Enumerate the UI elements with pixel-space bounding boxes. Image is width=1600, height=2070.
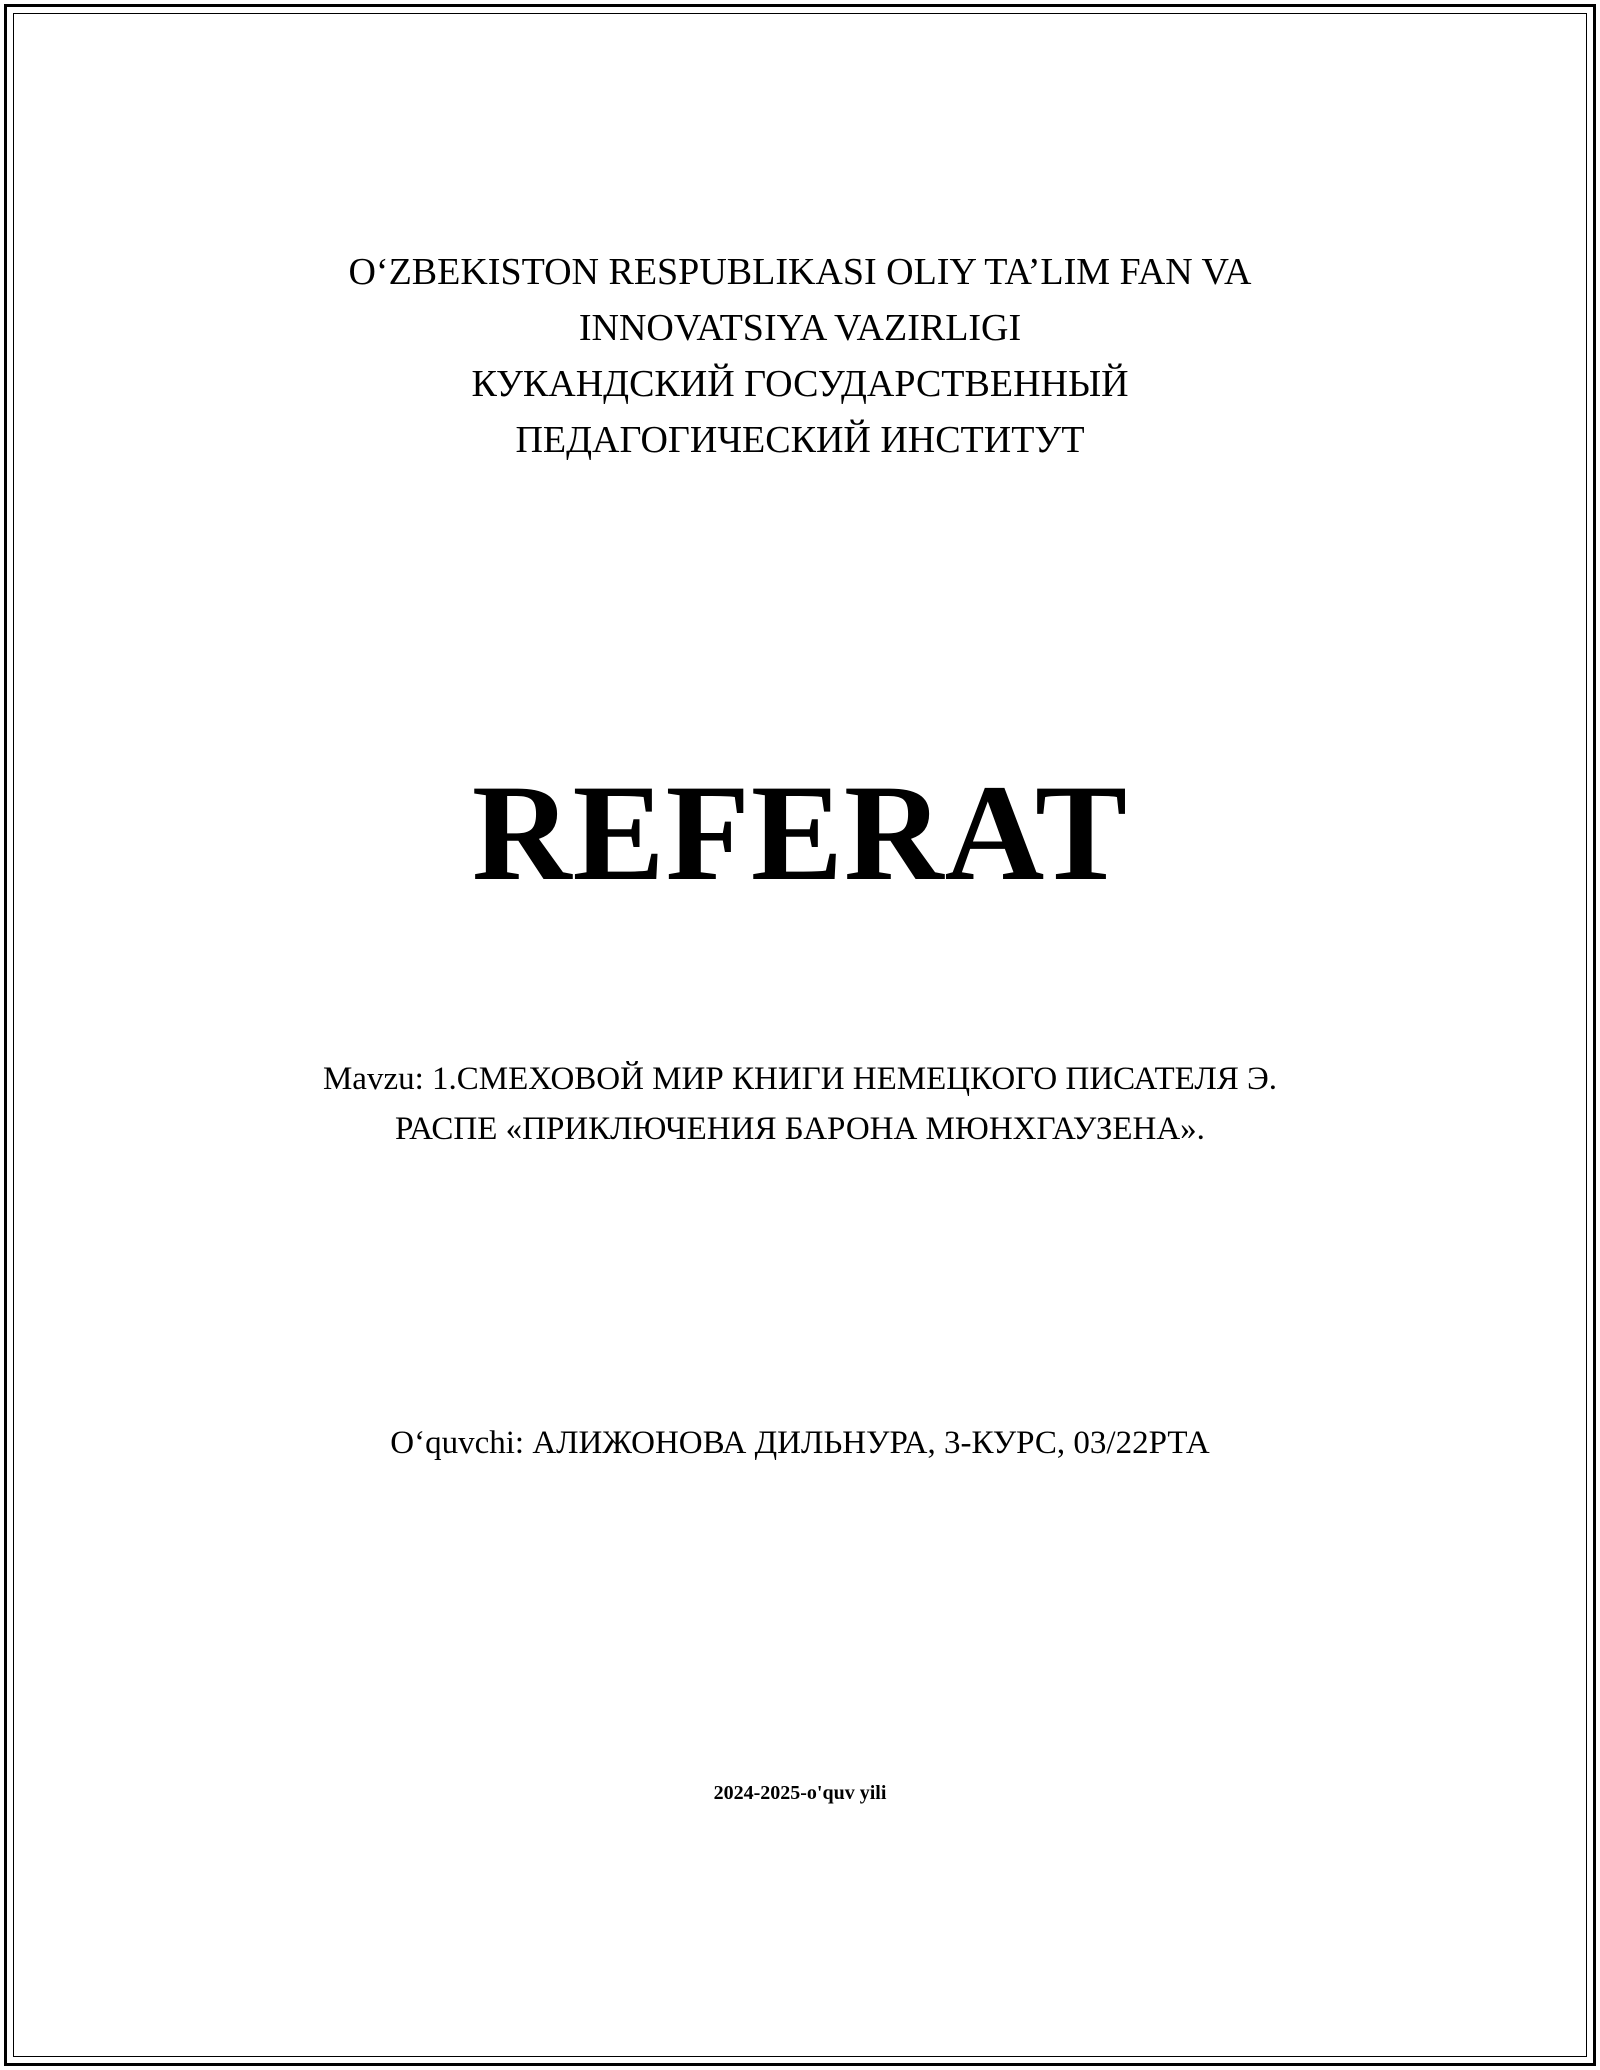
academic-year: 2024-2025-o'quv yili xyxy=(713,1782,887,1804)
header-line-3: КУКАНДСКИЙ ГОСУДАРСТВЕННЫЙ xyxy=(471,363,1129,405)
topic-line-2: РАСПЕ «ПРИКЛЮЧЕНИЯ БАРОНА МЮНХГАУЗЕНА». xyxy=(395,1111,1205,1147)
institution-header xyxy=(0,244,1600,468)
header-line-4: ПЕДАГОГИЧЕСКИЙ ИНСТИТУТ xyxy=(515,419,1085,461)
topic-line-1: Mavzu: 1.СМЕХОВОЙ МИР КНИГИ НЕМЕЦКОГО ПИСАТЕЛЯ Э. xyxy=(322,1061,1278,1097)
document-title: REFERAT xyxy=(471,756,1129,909)
student-info: O‘quvchi: АЛИЖОНОВА ДИЛЬНУРА, 3-КУРС, 03/22РТА xyxy=(390,1425,1210,1461)
header-line-1: O‘ZBEKISTON RESPUBLIKASI OLIY TA’LIM FAN VA xyxy=(348,251,1252,293)
header-line-2: INNOVATSIYA VAZIRLIGI xyxy=(578,307,1022,349)
topic-block xyxy=(0,1054,1600,1154)
